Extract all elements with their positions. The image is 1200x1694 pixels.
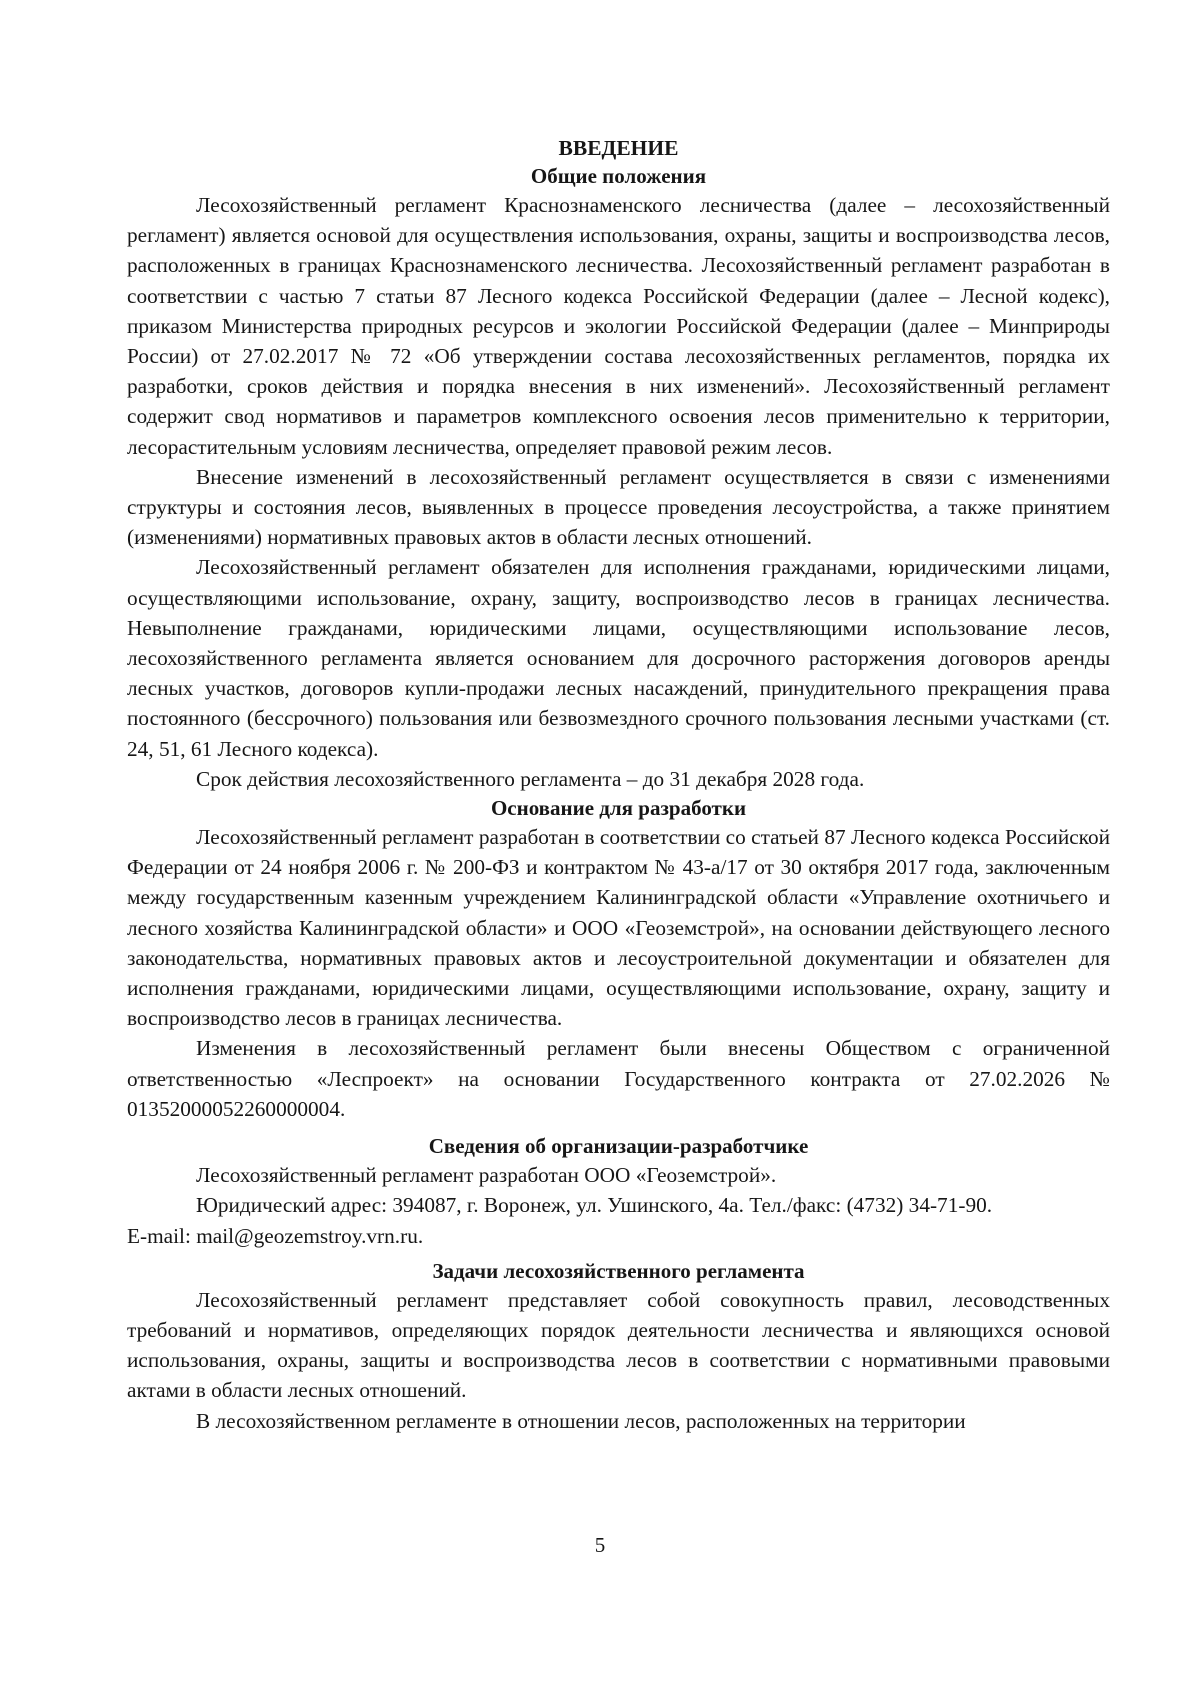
section-developer-info [127,1132,1110,1251]
section-heading: Сведения об организации-разработчике [428,1134,809,1159]
section-heading: Общие положения [530,164,707,188]
section-heading: Основание для разработки [490,796,747,821]
section-regulation-tasks [127,1257,1110,1436]
paragraph: Лесохозяйственный регламент разработан в соответствии со статьей 87 Лесного кодекса Российской Федерации от 24 ноября 2006 г. № 200-ФЗ и контрактом № 43-а/17 от 30 октября 2017 года, заключенным между государственным казенным учреждением Калининградской области «Управление охотничьего и лесного хозяйства Калининградской области» и ООО «Геоземстрой», на основании действующего лесного законодательства, нормативных правовых актов и лесоустроительной документации и обязателен для исполнения гражданами, юридическими лицами, осуществляющими использование, охрану, защиту и воспроизводство лесов в границах лесничества. [127,825,1110,1031]
section-heading: Задачи лесохозяйственного регламента [432,1258,805,1283]
section-basis-for-development [127,794,1110,1124]
paragraph: Лесохозяйственный регламент Краснознаменского лесничества (далее – лесохозяйственный регламент) является основой для осуществления использования, охраны, защиты и воспроизводства лесов, расположенных в границах Краснознаменского лесничества. Лесохозяйственный регламент разработан в соответствии с частью 7 статьи 87 Лесного кодекса Российской Федерации (далее – Лесной кодекс), приказом Министерства природных ресурсов и экологии Российской Федерации (далее – Минприроды России) от 27.02.2017 № 72 «Об утверждении состава лесохозяйственных регламентов, порядка их разработки, сроков действия и порядка внесения в них изменений». Лесохозяйственный регламент содержит свод нормативов и параметров комплексного освоения лесов применительно к территории, лесорастительным условиям лесничества, определяет правовой режим лесов. [127,193,1110,459]
paragraph: Внесение изменений в лесохозяйственный регламент осуществляется в связи с изменениями структуры и состояния лесов, выявленных в процессе проведения лесоустройства, а также принятием (изменениями) нормативных правовых актов в области лесных отношений. [127,464,1110,550]
section-general-provisions [127,162,1110,794]
page-number: 5 [594,1533,606,1557]
paragraph: Юридический адрес: 394087, г. Воронеж, ул. Ушинского, 4а. Тел./факс: (4732) 34-71-90. [196,1193,993,1218]
document-title: ВВЕДЕНИЕ [558,136,679,160]
paragraph: Лесохозяйственный регламент обязателен для исполнения гражданами, юридическими лицами, осуществляющими использование, охрану, защиту, воспроизводство лесов в границах лесничества. Невыполнение гражданами, юридическими лицами, осуществляющими использование лесов, лесохозяйственного регламента является основанием для досрочного расторжения договоров аренды лесных участков, договоров купли-продажи лесных насаждений, принудительного прекращения права постоянного (бессрочного) пользования или безвозмездного срочного пользования лесными участками (ст. 24, 51, 61 Лесного кодекса). [127,555,1110,761]
paragraph: Срок действия лесохозяйственного регламента – до 31 декабря 2028 года. [196,766,865,791]
email-line: E-mail: mail@geozemstroy.vrn.ru. [127,1223,424,1248]
paragraph: В лесохозяйственном регламенте в отношении лесов, расположенных на территории [196,1408,966,1433]
paragraph: Лесохозяйственный регламент представляет собой совокупность правил, лесоводственных требований и нормативов, определяющих порядок деятельности лесничества и являющихся основой использования, охраны, защиты и воспроизводства лесов в соответствии с нормативными правовыми актами в области лесных отношений. [127,1287,1110,1403]
paragraph: Лесохозяйственный регламент разработан ООО «Геоземстрой». [196,1163,777,1188]
paragraph: Изменения в лесохозяйственный регламент были внесены Обществом с ограниченной ответственностью «Леспроект» на основании Государственного контракта от 27.02.2026 № 01352000052260000004. [127,1036,1110,1121]
document-body [127,134,1110,1436]
